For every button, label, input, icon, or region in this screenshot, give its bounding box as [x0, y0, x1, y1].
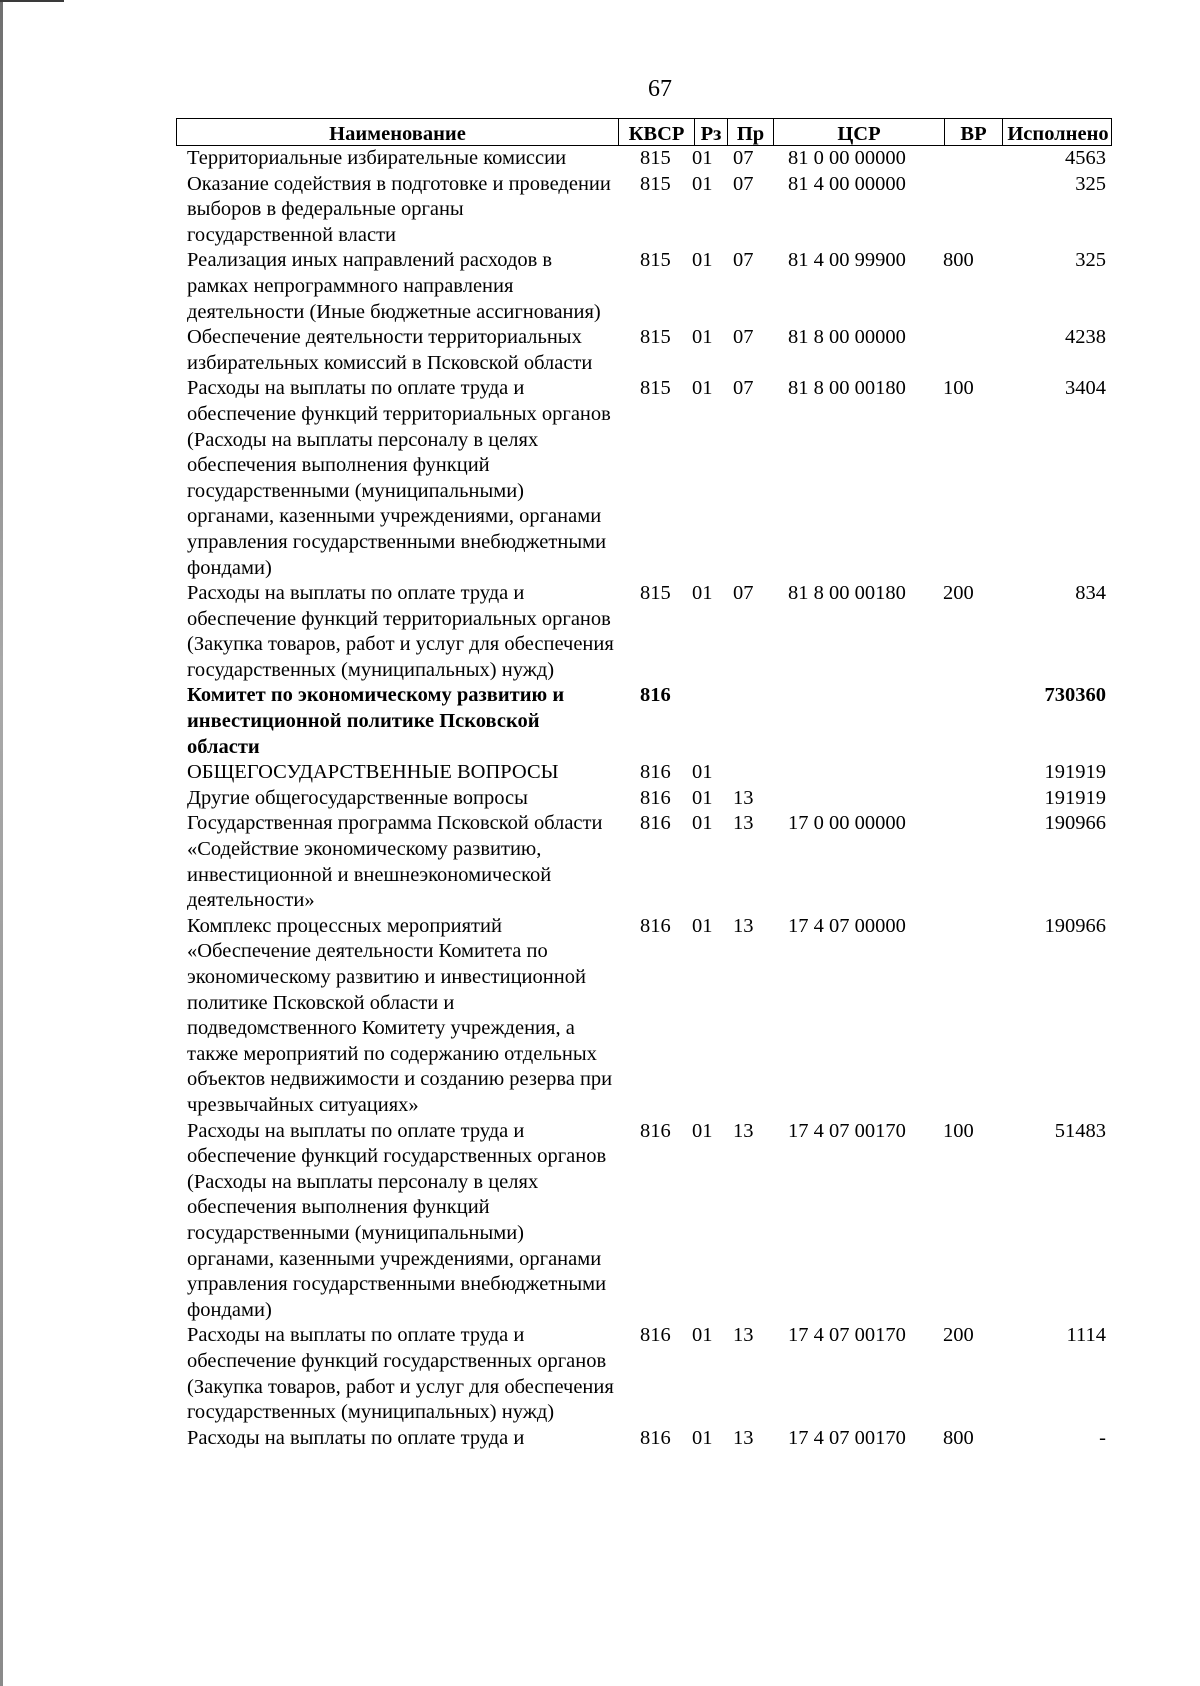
row-pr: 07: [733, 326, 754, 349]
row-csr: 81 4 00 00000: [788, 172, 906, 195]
row-name: Государственная программа Псковской области «Содействие экономическому развитию, инвестиционной и внешнеэкономической деятельности»: [187, 812, 603, 912]
row-kvsr: 816: [640, 684, 671, 707]
table-row: [176, 248, 1112, 325]
row-csr: [770, 683, 941, 760]
row-vr: [941, 146, 996, 172]
row-vr: 800: [943, 1426, 974, 1449]
row-amount: 4563: [1065, 147, 1106, 169]
table-row: [176, 683, 1112, 760]
row-csr: 81 4 00 99900: [788, 249, 906, 272]
row-vr: [941, 760, 996, 786]
row-csr: 17 4 07 00170: [788, 1119, 906, 1142]
row-name: Обеспечение деятельности территориальных избирательных комиссий в Псковской области: [187, 326, 593, 374]
header-pr: Пр: [728, 119, 774, 145]
row-rz: 01: [692, 786, 713, 809]
row-amount: 730360: [1044, 684, 1106, 707]
row-amount: 190966: [1044, 812, 1106, 835]
row-rz: 01: [692, 1119, 713, 1142]
row-amount: 325: [1075, 172, 1106, 195]
row-vr: [941, 786, 996, 812]
row-pr: [727, 683, 770, 760]
row-pr: 13: [733, 1324, 754, 1347]
table-header: [176, 118, 1112, 146]
row-csr: 17 4 07 00170: [788, 1324, 906, 1347]
row-kvsr: 815: [640, 582, 671, 605]
row-amount: 191919: [1044, 786, 1106, 809]
row-rz: 01: [692, 249, 713, 272]
table-row: [176, 786, 1112, 812]
row-rz: 01: [692, 1324, 713, 1347]
header-amount: Исполнено: [1007, 123, 1109, 145]
row-vr: [941, 811, 996, 913]
row-kvsr: 815: [640, 249, 671, 272]
header-kvsr: КВСР: [619, 119, 695, 145]
table-row: [176, 376, 1112, 581]
row-name: Расходы на выплаты по оплате труда и: [187, 1426, 525, 1449]
row-rz: [674, 683, 727, 760]
row-pr: 13: [733, 1119, 754, 1142]
row-name: Территориальные избирательные комиссии: [187, 147, 567, 169]
row-name: Реализация иных направлений расходов в рамках непрограммного направления деятельности (Иные бюджетные ассигнования): [187, 249, 601, 323]
table-row: [176, 1323, 1112, 1425]
budget-table: [176, 118, 1112, 1451]
row-rz: 01: [692, 761, 713, 784]
row-name: Оказание содействия в подготовке и проведении выборов в федеральные органы государственной власти: [187, 172, 611, 246]
table-row: [176, 146, 1112, 172]
row-kvsr: 815: [640, 147, 671, 169]
row-kvsr: 816: [640, 1119, 671, 1142]
row-vr: [941, 325, 996, 376]
row-rz: 01: [692, 377, 713, 400]
row-pr: 07: [733, 147, 754, 169]
table-row: [176, 325, 1112, 376]
row-rz: 01: [692, 1426, 713, 1449]
row-name: Расходы на выплаты по оплате труда и обеспечение функций государственных органов (Расходы на выплаты персоналу в целях обеспечения выполнения функций государственными (муниципальными) органами, казенными учреждениями, органами управления государственными внебюджетными фондами): [187, 1119, 607, 1321]
row-vr: [941, 172, 996, 249]
header-name: Наименование: [177, 119, 619, 145]
row-vr: 800: [943, 249, 974, 272]
table-row: [176, 172, 1112, 249]
scan-edge: [0, 0, 3, 1686]
row-name: Расходы на выплаты по оплате труда и обеспечение функций территориальных органов (Расходы на выплаты персоналу в целях обеспечения выполнения функций государственными (муниципальными) органами, казенными учреждениями, органами управления государственными внебюджетными фондами): [187, 377, 611, 579]
row-kvsr: 816: [640, 1324, 671, 1347]
scan-corner-mark: [0, 0, 64, 2]
page-number: 67: [648, 76, 672, 102]
row-amount: 4238: [1065, 326, 1106, 349]
row-csr: 17 4 07 00000: [788, 914, 906, 937]
row-pr: 13: [733, 1426, 754, 1449]
row-rz: 01: [692, 147, 713, 169]
row-csr: 81 8 00 00000: [788, 326, 906, 349]
row-kvsr: 816: [640, 761, 671, 784]
row-name: Комплекс процессных мероприятий «Обеспечение деятельности Комитета по экономическому развитию и инвестиционной политике Псковской области и подведомственного Комитету учреждения, а также мероприятий по содержанию отдельных объектов недвижимости и созданию резерва при чрезвычайных ситуациях»: [187, 914, 613, 1116]
header-vr: ВР: [945, 119, 1003, 145]
row-amount: 325: [1075, 249, 1106, 272]
row-kvsr: 816: [640, 812, 671, 835]
row-name: Расходы на выплаты по оплате труда и обеспечение функций территориальных органов (Закупка товаров, работ и услуг для обеспечения государственных (муниципальных) нужд): [187, 582, 614, 681]
row-csr: [770, 786, 941, 812]
row-name: ОБЩЕГОСУДАРСТВЕННЫЕ ВОПРОСЫ: [187, 761, 559, 784]
row-csr: 81 0 00 00000: [788, 147, 906, 169]
row-pr: 13: [733, 812, 754, 835]
row-vr: [941, 683, 996, 760]
row-amount: 190966: [1044, 914, 1106, 937]
row-pr: 07: [733, 172, 754, 195]
header-csr: ЦСР: [774, 119, 945, 145]
row-pr: [727, 760, 770, 786]
row-vr: 200: [943, 1324, 974, 1347]
row-pr: 13: [733, 914, 754, 937]
row-rz: 01: [692, 326, 713, 349]
row-rz: 01: [692, 172, 713, 195]
row-rz: 01: [692, 812, 713, 835]
row-pr: 07: [733, 582, 754, 605]
row-vr: 100: [943, 1119, 974, 1142]
table-row: [176, 1119, 1112, 1324]
row-vr: 200: [943, 582, 974, 605]
row-kvsr: 815: [640, 377, 671, 400]
row-csr: 81 8 00 00180: [788, 377, 906, 400]
row-csr: 81 8 00 00180: [788, 582, 906, 605]
table-row: [176, 1426, 1112, 1452]
row-name: Другие общегосударственные вопросы: [187, 786, 528, 809]
row-csr: 17 0 00 00000: [788, 812, 906, 835]
row-kvsr: 816: [640, 786, 671, 809]
row-kvsr: 816: [640, 1426, 671, 1449]
row-vr: [941, 914, 996, 1119]
row-rz: 01: [692, 914, 713, 937]
row-kvsr: 816: [640, 914, 671, 937]
row-amount: 834: [1075, 582, 1106, 605]
row-csr: 17 4 07 00170: [788, 1426, 906, 1449]
table-row: [176, 760, 1112, 786]
row-pr: 07: [733, 377, 754, 400]
header-rz: Рз: [695, 119, 728, 145]
table-row: [176, 581, 1112, 683]
table-row: [176, 914, 1112, 1119]
row-amount: 1114: [1066, 1324, 1106, 1347]
row-amount: 191919: [1044, 761, 1106, 784]
row-name: Расходы на выплаты по оплате труда и обеспечение функций государственных органов (Закупка товаров, работ и услуг для обеспечения государственных (муниципальных) нужд): [187, 1324, 614, 1424]
row-kvsr: 815: [640, 326, 671, 349]
row-amount: -: [1099, 1426, 1106, 1449]
row-amount: 51483: [1054, 1119, 1106, 1142]
row-amount: 3404: [1065, 377, 1106, 400]
row-vr: 100: [943, 377, 974, 400]
row-rz: 01: [692, 582, 713, 605]
row-csr: [770, 760, 941, 786]
table-body: [176, 146, 1112, 1451]
row-pr: 13: [733, 786, 754, 809]
row-name: Комитет по экономическому развитию и инвестиционной политике Псковской области: [187, 684, 565, 758]
row-pr: 07: [733, 249, 754, 272]
row-kvsr: 815: [640, 172, 671, 195]
table-row: [176, 811, 1112, 913]
